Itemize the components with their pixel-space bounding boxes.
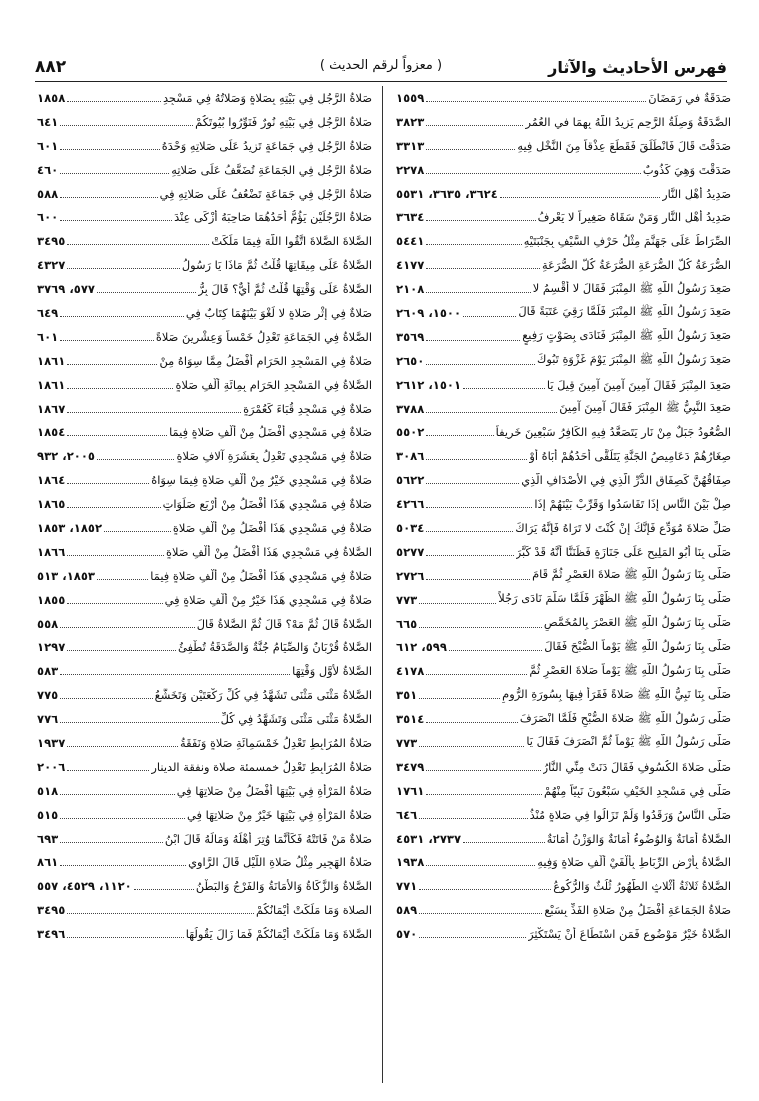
entry-text: صَلَّى بِنَا رَسُولُ اللَّهِ ﷺ يَوْماً الصُّبْحَ فَقَالَ bbox=[544, 638, 731, 653]
leader-dots bbox=[426, 124, 523, 126]
hadith-number: ٧٧٦ bbox=[37, 712, 59, 727]
hadith-number: ٦٩٣ bbox=[37, 831, 59, 846]
index-entry bbox=[37, 635, 372, 659]
entry-text: صَعِدَ النَّبِيُّ ﷺ المِنْبَرَ فَقَالَ آمِينَ آمِينَ bbox=[559, 400, 731, 415]
index-entry bbox=[37, 922, 372, 946]
leader-dots bbox=[426, 434, 493, 436]
hadith-number: ١٨٦١ bbox=[37, 353, 66, 368]
index-entry bbox=[396, 755, 731, 779]
leader-dots bbox=[67, 912, 254, 914]
leader-dots bbox=[67, 769, 149, 771]
hadith-number: ٥٠٣٤ bbox=[396, 520, 425, 535]
entry-text: الصُّعُودُ جَبَلٌ مِنْ نَارٍ يَتَصَعَّدُ فِيهِ الكَافِرُ سَبْعِينَ خَرِيفاً bbox=[495, 425, 731, 440]
leader-dots bbox=[60, 697, 152, 699]
hadith-number: ٥٩٩، ٦١٢ bbox=[396, 640, 447, 655]
index-entry bbox=[396, 277, 731, 301]
entry-text: الصَّلاةَ الصَّلاةَ اتَّقُوا اللَّهَ فِيمَا مَلَكَتْ bbox=[211, 234, 372, 249]
hadith-number: ٨٦١ bbox=[37, 855, 59, 870]
hadith-number: ٢٦٥٠ bbox=[396, 353, 425, 368]
hadith-number: ٣٥١ bbox=[396, 688, 418, 703]
entry-text: الصَّلاةُ أَمَانَةٌ وَالوُضُوءُ أَمَانَةٌ وَالوَزْنُ أَمَانَةٌ bbox=[546, 831, 731, 846]
index-entry bbox=[396, 205, 731, 229]
entry-text: صَعِدَ رَسُولُ اللَّهِ ﷺ المِنْبَرَ يَوْمَ غَزْوَةِ تَبُوكَ bbox=[536, 352, 731, 367]
index-entry bbox=[37, 516, 372, 540]
leader-dots bbox=[426, 458, 527, 460]
index-entry bbox=[396, 301, 731, 325]
entry-text: صَلاةٌ فِي مَسْجِدِ قُبَاءَ كَعُمْرَةٍ bbox=[243, 401, 372, 416]
index-entry bbox=[37, 158, 372, 182]
leader-dots bbox=[60, 626, 195, 628]
left-column bbox=[37, 86, 372, 946]
entry-text: صَعِدَ رَسُولُ اللَّهِ ﷺ المِنْبَرَ فَلَمَّا رَقِيَ عَتَبَةً قَالَ bbox=[518, 304, 731, 319]
leader-dots bbox=[60, 124, 193, 126]
hadith-number: ١٩٣٧ bbox=[37, 735, 66, 750]
entry-text: صَلَّى بِنَا رَسُولُ اللَّهِ ﷺ يَوْماً صَلاةَ العَصْرِ ثُمَّ bbox=[529, 662, 731, 677]
leader-dots bbox=[67, 363, 157, 365]
index-entry bbox=[37, 492, 372, 516]
hadith-number: ٤٢٦٦ bbox=[396, 497, 425, 512]
column-divider bbox=[382, 86, 383, 1083]
index-entry bbox=[396, 612, 731, 636]
hadith-number: ١٢٩٧ bbox=[37, 640, 66, 655]
entry-text: الصَّلاةُ قَالَ ثُمَّ مَهْ؟ قَالَ ثُمَّ الصَّلاةُ قَالَ bbox=[196, 616, 372, 631]
index-entry bbox=[396, 349, 731, 373]
hadith-number: ٦٠١ bbox=[37, 138, 59, 153]
leader-dots bbox=[60, 721, 218, 723]
entry-text: صَلاةُ المَرْأَةِ فِي بَيْتِهَا أَفْضَلُ مِنْ صَلاتِهَا فِي bbox=[176, 783, 372, 798]
hadith-number: ٤٦٠ bbox=[37, 162, 59, 177]
leader-dots bbox=[426, 219, 535, 221]
leader-dots bbox=[419, 936, 526, 938]
leader-dots bbox=[60, 219, 172, 221]
index-entry bbox=[37, 277, 372, 301]
leader-dots bbox=[60, 148, 160, 150]
leader-dots bbox=[419, 888, 551, 890]
index-entry bbox=[37, 803, 372, 827]
hadith-number: ١٥٥٩ bbox=[396, 90, 425, 105]
index-entry bbox=[37, 349, 372, 373]
hadith-number: ١٥٠٠، ٢٦٠٩ bbox=[396, 305, 462, 320]
hadith-number: ٣٥١٤ bbox=[396, 712, 425, 727]
hadith-number: ٣٥٦٩ bbox=[396, 329, 425, 344]
leader-dots bbox=[426, 864, 535, 866]
entry-text: صَلاةٌ فِي مَسْجِدِي هَذَا خَيْرٌ مِنْ أَلْفِ صَلاةٍ فِي bbox=[164, 592, 372, 607]
entry-text: الصَّلاةُ فِي الجَمَاعَةِ تَعْدِلُ خَمْساً وَعِشْرِينَ صَلاةً bbox=[155, 329, 372, 344]
hadith-number: ٤١٧٧ bbox=[396, 258, 425, 273]
entry-text: صَدِيدُ أَهْلِ النَّارِ bbox=[662, 186, 731, 201]
entry-text: الصَّلاةُ مَثْنَى مَثْنَى تَشَهَّدُ فِي كُلِّ رَكْعَتَيْنِ وَتَخَشَّعُ bbox=[154, 688, 372, 703]
index-entry bbox=[37, 373, 372, 397]
entry-text: الصَّلاةُ خَيْرٌ مَوْضُوعٍ فَمَنِ اسْتَطَاعَ أَنْ يَسْتَكْثِرَ bbox=[528, 927, 731, 942]
entry-text: الصِّرَاطُ عَلَى جَهَنَّمَ مِثْلُ حَرْفِ السَّيْفِ بِجَنْبَتَيْهِ bbox=[523, 234, 731, 249]
entry-text: صَعِدَ رَسُولُ اللَّهِ ﷺ المِنْبَرَ فَقَالَ لا أُقْسِمُ لا bbox=[532, 280, 731, 295]
leader-dots bbox=[426, 506, 532, 508]
index-entry bbox=[37, 827, 372, 851]
leader-dots bbox=[60, 673, 290, 675]
hadith-number: ١٩٣٨ bbox=[396, 855, 425, 870]
leader-dots bbox=[426, 100, 646, 102]
index-entry bbox=[396, 182, 731, 206]
leader-dots bbox=[426, 578, 530, 580]
entry-text: صَلاةُ الرَّجُلِ فِي جَمَاعَةٍ تَزِيدُ عَلَى صَلاتِهِ وَحْدَهُ bbox=[161, 138, 372, 153]
hadith-number: ٤٣٢٧ bbox=[37, 258, 66, 273]
page-header bbox=[35, 54, 727, 80]
leader-dots bbox=[67, 482, 149, 484]
leader-dots bbox=[426, 769, 540, 771]
entry-text: صَعِدَ رَسُولُ اللَّهِ ﷺ المِنْبَرَ فَنَادَى بِصَوْتٍ رَفِيعٍ bbox=[522, 328, 731, 343]
hadith-number: ٥١٥ bbox=[37, 807, 59, 822]
entry-text: صَدَقْتَ قَالَ فَانْطَلَقَ فَقَطَعَ عِذْقاً مِنَ النَّخْلِ فِيهِ bbox=[517, 138, 731, 153]
leader-dots bbox=[426, 363, 535, 365]
leader-dots bbox=[134, 888, 194, 890]
leader-dots bbox=[419, 817, 527, 819]
index-entry bbox=[37, 397, 372, 421]
entry-text: الصَّلاةُ ثَلاثَةُ أَثْلاثٍ الطُّهُورُ ثُلُثٌ وَالرُّكُوعُ bbox=[553, 879, 731, 894]
leader-dots bbox=[67, 267, 180, 269]
index-entry bbox=[37, 182, 372, 206]
hadith-number: ١٨٦٦ bbox=[37, 544, 66, 559]
entry-text: صَلاةُ الرَّجُلِ فِي الجَمَاعَةِ تُضَعَّفُ عَلَى صَلاتِهِ bbox=[171, 162, 372, 177]
leader-dots bbox=[67, 649, 176, 651]
hadith-number: ٦٦٥ bbox=[396, 616, 418, 631]
entry-text: الصَّلاةُ لأَوَّلِ وَقْتِهَا bbox=[292, 664, 372, 679]
index-entry bbox=[396, 134, 731, 158]
index-entry bbox=[37, 659, 372, 683]
entry-text: صَلاةٌ فِي مَسْجِدِي هَذَا أَفْضَلُ مِنْ أَلْفِ صَلاةٍ bbox=[172, 520, 372, 535]
leader-dots bbox=[426, 148, 515, 150]
entry-text: صَلَّى بِنَا أَبُو المَلِيحِ عَلَى جَنَازَةٍ فَظَنَنَّا أَنَّهُ قَدْ كَبَّرَ bbox=[515, 544, 731, 559]
index-entry bbox=[37, 779, 372, 803]
index-entry bbox=[396, 851, 731, 875]
entry-text: صَلاةُ الرَّجُلِ فِي جَمَاعَةٍ تَضْعُفُ عَلَى صَلاتِهِ فِي bbox=[159, 186, 372, 201]
leader-dots bbox=[426, 530, 513, 532]
leader-dots bbox=[60, 172, 169, 174]
hadith-number: ١٨٦٤ bbox=[37, 473, 66, 488]
leader-dots bbox=[67, 243, 209, 245]
index-entry bbox=[396, 922, 731, 946]
hadith-number: ٢١٠٨ bbox=[396, 282, 425, 297]
leader-dots bbox=[426, 411, 557, 413]
leader-dots bbox=[67, 936, 183, 938]
index-entry bbox=[37, 874, 372, 898]
hadith-number: ١٧٦١ bbox=[396, 783, 425, 798]
hadith-number: ٣٤٩٥ bbox=[37, 234, 66, 249]
entry-text: الصَّلاةَ وَمَا مَلَكَتْ أَيْمَانُكُمْ فَمَا زَالَ يَقُولُهَا bbox=[185, 927, 372, 942]
entry-text: صَدَقَةٌ في رَمَضَانَ bbox=[648, 90, 731, 105]
entry-text: صَلاةُ الجَمَاعَةِ أَفْضَلُ مِنْ صَلاةِ الفَذِّ بِسَبْعٍ bbox=[544, 903, 731, 918]
index-subtitle: ( معزواً لرقم الحديث ) bbox=[319, 58, 443, 73]
index-entry bbox=[396, 779, 731, 803]
index-entry bbox=[396, 444, 731, 468]
entry-text: صِغَارُهُمْ دَعَامِيصُ الجَنَّةِ يَتَلَقَّى أَحَدُهُمْ أَبَاهُ أَوْ bbox=[529, 449, 731, 464]
hadith-number: ٥٤٤١ bbox=[396, 234, 425, 249]
page-number: ٨٨٢ bbox=[35, 57, 67, 77]
entry-text: الصَّلاةُ عَلَى وَقْتِهَا قُلْتُ ثُمَّ أَيٌّ؟ قَالَ بِرُّ bbox=[198, 282, 372, 297]
leader-dots bbox=[67, 602, 162, 604]
hadith-number: ٣٧٨٨ bbox=[396, 401, 425, 416]
entry-text: صَلَّى النَّاسُ وَرَقَدُوا وَلَمْ تَزَالُوا فِي صَلاةٍ مُنْذُ bbox=[529, 807, 731, 822]
leader-dots bbox=[419, 626, 542, 628]
leader-dots bbox=[97, 458, 174, 460]
hadith-number: ٧٧٥ bbox=[37, 688, 59, 703]
leader-dots bbox=[419, 912, 542, 914]
entry-text: صَلاةٌ فِي مَسْجِدِي هَذَا أَفْضَلُ مِنْ أَلْفِ صَلاةٍ فِيمَا bbox=[150, 568, 372, 583]
index-entry bbox=[396, 588, 731, 612]
hadith-number: ٧٧٣ bbox=[396, 735, 418, 750]
leader-dots bbox=[60, 864, 186, 866]
entry-text: صَلاةُ المُرَابِطِ تَعْدِلُ خَمْسَمِائَةِ صَلاةٍ وَنَفَقَةُ bbox=[180, 735, 372, 750]
hadith-number: ١٨٥٥ bbox=[37, 592, 66, 607]
header-rule bbox=[35, 81, 727, 82]
hadith-number: ٣٦٣٤ bbox=[396, 210, 425, 225]
index-entry bbox=[37, 229, 372, 253]
hadith-number: ١٨٥٣، ٥١٣ bbox=[37, 568, 95, 583]
index-entry bbox=[37, 325, 372, 349]
hadith-number: ٣٨٢٣ bbox=[396, 114, 425, 129]
entry-text: صَلَّى فِي مَسْجِدِ الخَيْفِ سَبْعُونَ نَبِيّاً مِنْهُمْ bbox=[543, 783, 731, 798]
hadith-number: ٢٢٧٨ bbox=[396, 162, 425, 177]
index-entry bbox=[396, 827, 731, 851]
leader-dots bbox=[426, 793, 542, 795]
hadith-number: ٥٢٧٧ bbox=[396, 544, 425, 559]
entry-text: صَلاةُ الرَّجُلِ فِي بَيْتِهِ نُورٌ فَنَوِّرُوا بُيُوتَكُمْ bbox=[195, 114, 372, 129]
entry-text: صَلَّى رَسُولُ اللَّهِ ﷺ يَوْماً ثُمَّ انْصَرَفَ فَقَالَ يَا bbox=[526, 734, 731, 749]
hadith-number: ٣٤٧٩ bbox=[396, 759, 425, 774]
hadith-number: ٥٥٠٢ bbox=[396, 425, 425, 440]
leader-dots bbox=[463, 315, 516, 317]
index-entry bbox=[396, 253, 731, 277]
entry-text: صَلاةٌ مَنْ فَاتَتْهُ فَكَأَنَّمَا وُتِرَ أَهْلَهُ وَمَالَهُ قَالَ ابْنُ bbox=[164, 831, 372, 846]
leader-dots bbox=[419, 745, 524, 747]
entry-text: صَلاةُ الرَّجُلَيْنِ يَؤُمُّ أَحَدُهُمَا صَاحِبَهُ أَزْكَى عِنْدَ bbox=[174, 210, 372, 225]
hadith-number: ١٥٠١، ٢٦١٢ bbox=[396, 377, 462, 392]
entry-text: الصَّدَقَةُ وَصِلَةُ الرَّحِمِ يَزِيدُ اللَّهُ بِهِمَا في العُمُرِ bbox=[525, 114, 731, 129]
leader-dots bbox=[60, 841, 163, 843]
index-entry bbox=[396, 516, 731, 540]
entry-text: صَدِيدُ أَهْلِ النَّارِ وَمَنْ سَقَاهُ صَغِيراً لا يَعْرِفُ bbox=[537, 210, 731, 225]
index-entry bbox=[396, 635, 731, 659]
index-entry bbox=[37, 588, 372, 612]
hadith-number: ٣٠٨٦ bbox=[396, 449, 425, 464]
leader-dots bbox=[419, 602, 496, 604]
entry-text: صَلَّى بِنَا رَسُولُ اللَّهِ ﷺ الظُّهْرَ فَلَمَّا سَلَّمَ نَادَى رَجُلاً bbox=[498, 591, 731, 606]
leader-dots bbox=[60, 315, 184, 317]
index-entry bbox=[396, 158, 731, 182]
entry-text: صَلاةُ المَرْأَةِ فِي بَيْتِهَا خَيْرٌ مِنْ صَلاتِهَا فِي bbox=[187, 807, 372, 822]
index-entry bbox=[37, 301, 372, 325]
leader-dots bbox=[97, 578, 148, 580]
leader-dots bbox=[426, 673, 527, 675]
index-entry bbox=[37, 755, 372, 779]
index-title: فهرس الأحاديث والآثار bbox=[548, 57, 727, 77]
entry-text: الصَّلاةُ عَلَى مِيقَاتِهَا قُلْتُ ثُمَّ مَاذَا يَا رَسُولُ bbox=[181, 258, 372, 273]
index-entry bbox=[396, 110, 731, 134]
entry-text: الصَّلاةُ مَثْنَى مَثْنَى وَتَشَهَّدُ فِي كُلِّ bbox=[220, 712, 372, 727]
leader-dots bbox=[426, 291, 530, 293]
index-entry bbox=[37, 707, 372, 731]
index-entry bbox=[37, 468, 372, 492]
leader-dots bbox=[463, 841, 545, 843]
index-entry bbox=[37, 420, 372, 444]
leader-dots bbox=[97, 291, 196, 293]
index-entry bbox=[396, 373, 731, 397]
index-entry bbox=[37, 205, 372, 229]
hadith-number: ٦٤١ bbox=[37, 114, 59, 129]
entry-text: صَلاةٌ فِي مَسْجِدِي هَذَا أَفْضَلُ مِنْ أَرْبَعِ صَلَوَاتٍ bbox=[162, 497, 372, 512]
leader-dots bbox=[67, 745, 178, 747]
index-entry bbox=[37, 86, 372, 110]
hadith-number: ٦٤٩ bbox=[37, 305, 59, 320]
entry-text: صَلاةٌ فِي مَسْجِدِي خَيْرٌ مِنْ أَلْفِ صَلاةٍ فِيمَا سِوَاهُ bbox=[151, 473, 372, 488]
leader-dots bbox=[426, 243, 521, 245]
entry-text: صَلِّ صَلاةَ مُوَدِّعٍ فَإِنَّكَ إِنْ كُنْتَ لا تَرَاهُ فَإِنَّهُ يَرَاكَ bbox=[515, 520, 731, 535]
entry-text: صِلْ بَيْنَ النَّاسِ إِذَا تَفَاسَدُوا وَقَرِّبْ بَيْنَهُمْ إِذَا bbox=[534, 497, 731, 512]
hadith-number: ٧٧٣ bbox=[396, 592, 418, 607]
hadith-number: ١٨٥٤ bbox=[37, 425, 66, 440]
leader-dots bbox=[426, 554, 513, 556]
index-entry bbox=[37, 683, 372, 707]
index-entry bbox=[396, 731, 731, 755]
leader-dots bbox=[419, 697, 500, 699]
leader-dots bbox=[60, 817, 185, 819]
entry-text: صَعِدَ المِنْبَرَ فَقَالَ آمِينَ آمِينَ آمِينَ قِيلَ يَا bbox=[546, 377, 731, 392]
index-entry bbox=[37, 253, 372, 277]
index-entry bbox=[396, 468, 731, 492]
hadith-number: ٥١٨ bbox=[37, 783, 59, 798]
leader-dots bbox=[449, 649, 542, 651]
index-entry bbox=[396, 898, 731, 922]
hadith-number: ٦٠١ bbox=[37, 329, 59, 344]
hadith-number: ٥٦٢٢ bbox=[396, 473, 425, 488]
entry-text: صَلَّى صَلاةَ الكُسُوفِ فَقَالَ دَنَتْ مِنِّي النَّارُ bbox=[542, 759, 731, 774]
leader-dots bbox=[426, 172, 641, 174]
leader-dots bbox=[67, 506, 160, 508]
hadith-number: ٢٧٢٦ bbox=[396, 568, 425, 583]
index-entry bbox=[396, 803, 731, 827]
index-entry bbox=[396, 707, 731, 731]
leader-dots bbox=[104, 530, 171, 532]
index-entry bbox=[396, 420, 731, 444]
hadith-number: ٥٨٩ bbox=[396, 903, 418, 918]
index-entry bbox=[396, 86, 731, 110]
hadith-number: ٣٦٢٤، ٣٦٣٥، ٥٥٣١ bbox=[396, 186, 498, 201]
entry-text: صَلَّى بِنَا رَسُولُ اللَّهِ ﷺ العَصْرَ بِالمُخَمَّصِ bbox=[543, 615, 731, 630]
hadith-number: ٢٧٣٧، ٤٥٣١ bbox=[396, 831, 462, 846]
entry-text: صَلاةٌ فِي إِثْرِ صَلاةٍ لا لَغْوَ بَيْنَهُمَا كِتَابٌ فِي bbox=[185, 305, 372, 320]
entry-text: الصَّلاةُ بِأَرْضِ الرِّبَاطِ بِأَلْفَيْ أَلْفِ صَلاةٍ وَفِيهِ bbox=[537, 855, 731, 870]
leader-dots bbox=[426, 482, 519, 484]
index-entry bbox=[396, 325, 731, 349]
index-entry bbox=[396, 874, 731, 898]
hadith-number: ٢٠٠٥، ٩٣٢ bbox=[37, 449, 95, 464]
index-entry bbox=[37, 564, 372, 588]
entry-text: الصَّلاةُ فِي مَسْجِدِي هَذَا أَفْضَلُ مِنْ أَلْفِ صَلاةٍ bbox=[166, 544, 372, 559]
index-entry bbox=[37, 612, 372, 636]
index-entry bbox=[396, 683, 731, 707]
hadith-number: ٣٤٩٦ bbox=[37, 927, 66, 942]
right-column bbox=[396, 86, 731, 946]
index-entry bbox=[37, 898, 372, 922]
hadith-number: ١٨٦١ bbox=[37, 377, 66, 392]
leader-dots bbox=[67, 411, 241, 413]
index-entry bbox=[37, 444, 372, 468]
hadith-number: ٦٠٠ bbox=[37, 210, 59, 225]
entry-text: صِفَاقُهُنَّ كَصِفَاقِ الدُّرِّ الَّذِي فِي الأَصْدَافِ الَّذِي bbox=[521, 473, 731, 488]
hadith-number: ١١٢٠، ٤٥٢٩، ٥٥٧ bbox=[37, 879, 132, 894]
index-entry bbox=[37, 731, 372, 755]
entry-text: صَلاةُ المُرَابِطِ تَعْدِلُ خمسمئة صلاة ونفقة الدينار bbox=[151, 759, 372, 774]
leader-dots bbox=[67, 554, 164, 556]
entry-text: صَلاةٌ فِي مَسْجِدِي أَفْضَلُ مِنْ أَلْفِ صَلاةٍ فِيمَا bbox=[169, 425, 372, 440]
leader-dots bbox=[60, 793, 174, 795]
leader-dots bbox=[426, 339, 520, 341]
hadith-number: ٥٧٠ bbox=[396, 927, 418, 942]
entry-text: صَلَّى رَسُولُ اللَّهِ ﷺ صَلاةَ الصُّبْحِ فَلَمَّا انْصَرَفَ bbox=[519, 710, 731, 725]
entry-text: صَدَقْتَ وَهِيَ كَذُوبٌ bbox=[642, 162, 731, 177]
index-entry bbox=[396, 564, 731, 588]
hadith-number: ٥٨٣ bbox=[37, 664, 59, 679]
hadith-number: ٤١٧٨ bbox=[396, 664, 425, 679]
hadith-number: ٥٨٨ bbox=[37, 186, 59, 201]
entry-text: صَلاةُ الرَّجُلِ فِي بَيْتِهِ بِصَلاةٍ وَصَلاتُهُ فِي مَسْجِدِ bbox=[162, 90, 372, 105]
entry-text: الصَّلاةُ قُرْبَانٌ وَالصِّيَامُ جُنَّةٌ وَالصَّدَقَةُ تُطْفِئُ bbox=[178, 640, 372, 655]
leader-dots bbox=[67, 100, 161, 102]
entry-text: صَلاةٌ فِي مَسْجِدِي تَعْدِلُ بِعَشَرَةِ آلافِ صَلاةٍ bbox=[176, 449, 372, 464]
hadith-number: ١٨٦٧ bbox=[37, 401, 66, 416]
entry-text: الصُّرَعَةُ كُلُّ الصُّرَعَةِ الصُّرَعَةُ كُلُّ الصُّرَعَةِ bbox=[541, 258, 731, 273]
hadith-number: ١٨٦٥ bbox=[37, 497, 66, 512]
index-entry bbox=[37, 110, 372, 134]
leader-dots bbox=[60, 339, 154, 341]
hadith-number: ٥٥٨ bbox=[37, 616, 59, 631]
index-entry bbox=[396, 229, 731, 253]
leader-dots bbox=[500, 196, 660, 198]
leader-dots bbox=[67, 387, 173, 389]
entry-text: الصَّلاةُ فِي المَسْجِدِ الحَرَامِ بِمِائَةِ أَلْفِ صَلاةٍ bbox=[175, 377, 372, 392]
hadith-number: ٦٤٦ bbox=[396, 807, 418, 822]
hadith-number: ٧٧١ bbox=[396, 879, 418, 894]
hadith-number: ٣٤٩٥ bbox=[37, 903, 66, 918]
hadith-number: ١٨٥٨ bbox=[37, 90, 66, 105]
index-entry bbox=[396, 397, 731, 421]
entry-text: صَلَّى بِنَا نَبِيُّ اللَّهِ ﷺ صَلاةً فَقَرَأَ فِيهَا بِسُورَةِ الرُّومِ bbox=[502, 686, 731, 701]
entry-text: الصلاة وَمَا مَلَكَتْ أَيْمَانُكُمْ bbox=[256, 903, 372, 918]
leader-dots bbox=[426, 267, 540, 269]
hadith-number: ٣٣١٣ bbox=[396, 138, 425, 153]
hadith-number: ١٨٥٢، ١٨٥٣ bbox=[37, 520, 103, 535]
hadith-number: ٥٧٧، ٣٧٦٩ bbox=[37, 282, 95, 297]
index-entry bbox=[37, 851, 372, 875]
index-entry bbox=[37, 134, 372, 158]
index-entry bbox=[37, 540, 372, 564]
leader-dots bbox=[60, 196, 157, 198]
leader-dots bbox=[426, 721, 518, 723]
leader-dots bbox=[463, 387, 545, 389]
entry-text: صَلَّى بِنَا رَسُولُ اللَّهِ ﷺ صَلاةَ العَصْرِ ثُمَّ قَامَ bbox=[532, 567, 731, 582]
leader-dots bbox=[67, 434, 167, 436]
entry-text: صَلاةُ الهَجِيرِ مِثْلُ صَلاةِ اللَّيْلِ قَالَ الرَّاوِي bbox=[188, 855, 372, 870]
entry-text: الصَّلاةُ وَالزَّكَاةُ وَالأَمَانَةُ وَالفَرْجُ وَالبَطْنُ bbox=[195, 879, 372, 894]
hadith-number: ٢٠٠٦ bbox=[37, 759, 66, 774]
entry-text: صَلاةٌ فِي المَسْجِدِ الحَرَامِ أَفْضَلُ مِمَّا سِوَاهُ مِنْ bbox=[159, 353, 372, 368]
index-entry bbox=[396, 659, 731, 683]
index-entry bbox=[396, 540, 731, 564]
index-entry bbox=[396, 492, 731, 516]
